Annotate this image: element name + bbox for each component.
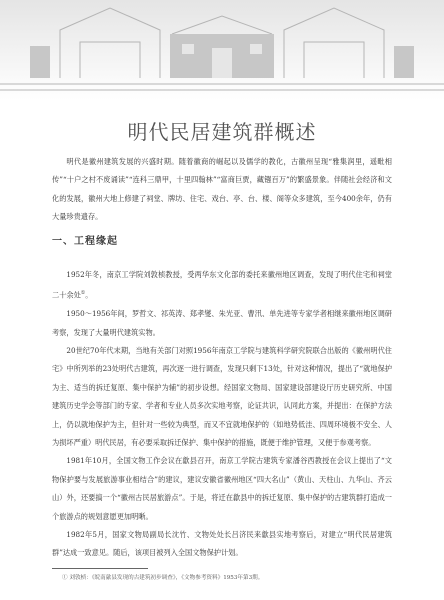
paragraph-5: 1982年5月，国家文物局副局长沈竹、文物处处长吕济民来歙县实地考察后，对建立“明代民居建筑群”达成一致意见。随后，该项目被列入全国文物保护计划。 — [52, 530, 392, 558]
intro-section — [52, 153, 392, 227]
paragraph-4: 1981年10月，全国文物工作会议在歙县召开，南京工学院古建筑专家潘谷西教授在会议上提出了“文物保护要与发展旅游事业相结合”的建议，建议安徽省徽州地区“四大名山”（黄山、天柱山、九华山、齐云山）外，还要搞一个“徽州古民居旅游点”。于是，将迁在歙县中的拆迁复原、集中保护的古建筑群打造成一个旅游点的规划意愿更加明晰。 — [52, 456, 392, 521]
paragraph-3: 20世纪70年代末期，当地有关部门对照1956年南京工学院与建筑科学研究院联合出版的《徽州明代住宅》中所列举的23处明代古建筑，再次逐一进行调查，发现只剩下13处，针对这种情况，提出了“就地保护为主、适当的拆迁复原、集中保护为辅”的初步设想。经国家文物局、国家建设部建设厅历史研究所、中国建筑历史学会等部门的专家、学者和专业人员多次实地考察，论证共识，认同此方案，并提出：在保护方法上，仍以就地保护为主，但针对一些较为典型，而又不宜就地保护的（如地势低洼、四周环境极不安全、人为损坏严重）明代民居，有必要采取拆迁保护、集中保护的措施，既便于维护管理，又便于参观考察。 — [52, 346, 392, 448]
intro-paragraph: 明代是徽州建筑发展的兴盛时期。随着徽商的崛起以及儒学的教化，古徽州呈现“雅集润里，遥毗相传”“十户之村不废诵读”“连科三鼎甲，十里四翰林”“富商巨贾，藏镪百万”的繁盛景象。伴随社会经济和文化的发展，徽州大地上修建了祠堂、牌坊、住宅、戏台、亭、台、楼、阁等众多建筑，至今400余年，仍有大量珍贵遗存。 — [52, 157, 392, 222]
footnote-divider — [52, 568, 148, 569]
paragraph-2: 1950～1956年间，罗哲文、祁英涛、郑孝燮、朱光亚、曹汛、单先进等专家学者相继来徽州地区调研考察，发现了大量明代建筑实物。 — [52, 309, 392, 337]
section-body — [52, 266, 392, 563]
footnote: ① 刘敦桢：《皖南歙县发现的古建筑初步调查》，《文物参考资料》1953年第3期。 — [62, 575, 264, 581]
decorative-banner-illustration — [0, 0, 444, 100]
section-heading: 一、工程缘起 — [52, 236, 118, 247]
page-title: 明代民居建筑群概述 — [127, 120, 317, 144]
paragraph-1: 1952年冬，南京工学院刘敦桢教授，受两华东文化部的委托来徽州地区调查，发现了明代住宅和祠堂二十余处①。 — [52, 270, 392, 300]
footnote-marker: ① — [80, 290, 86, 297]
